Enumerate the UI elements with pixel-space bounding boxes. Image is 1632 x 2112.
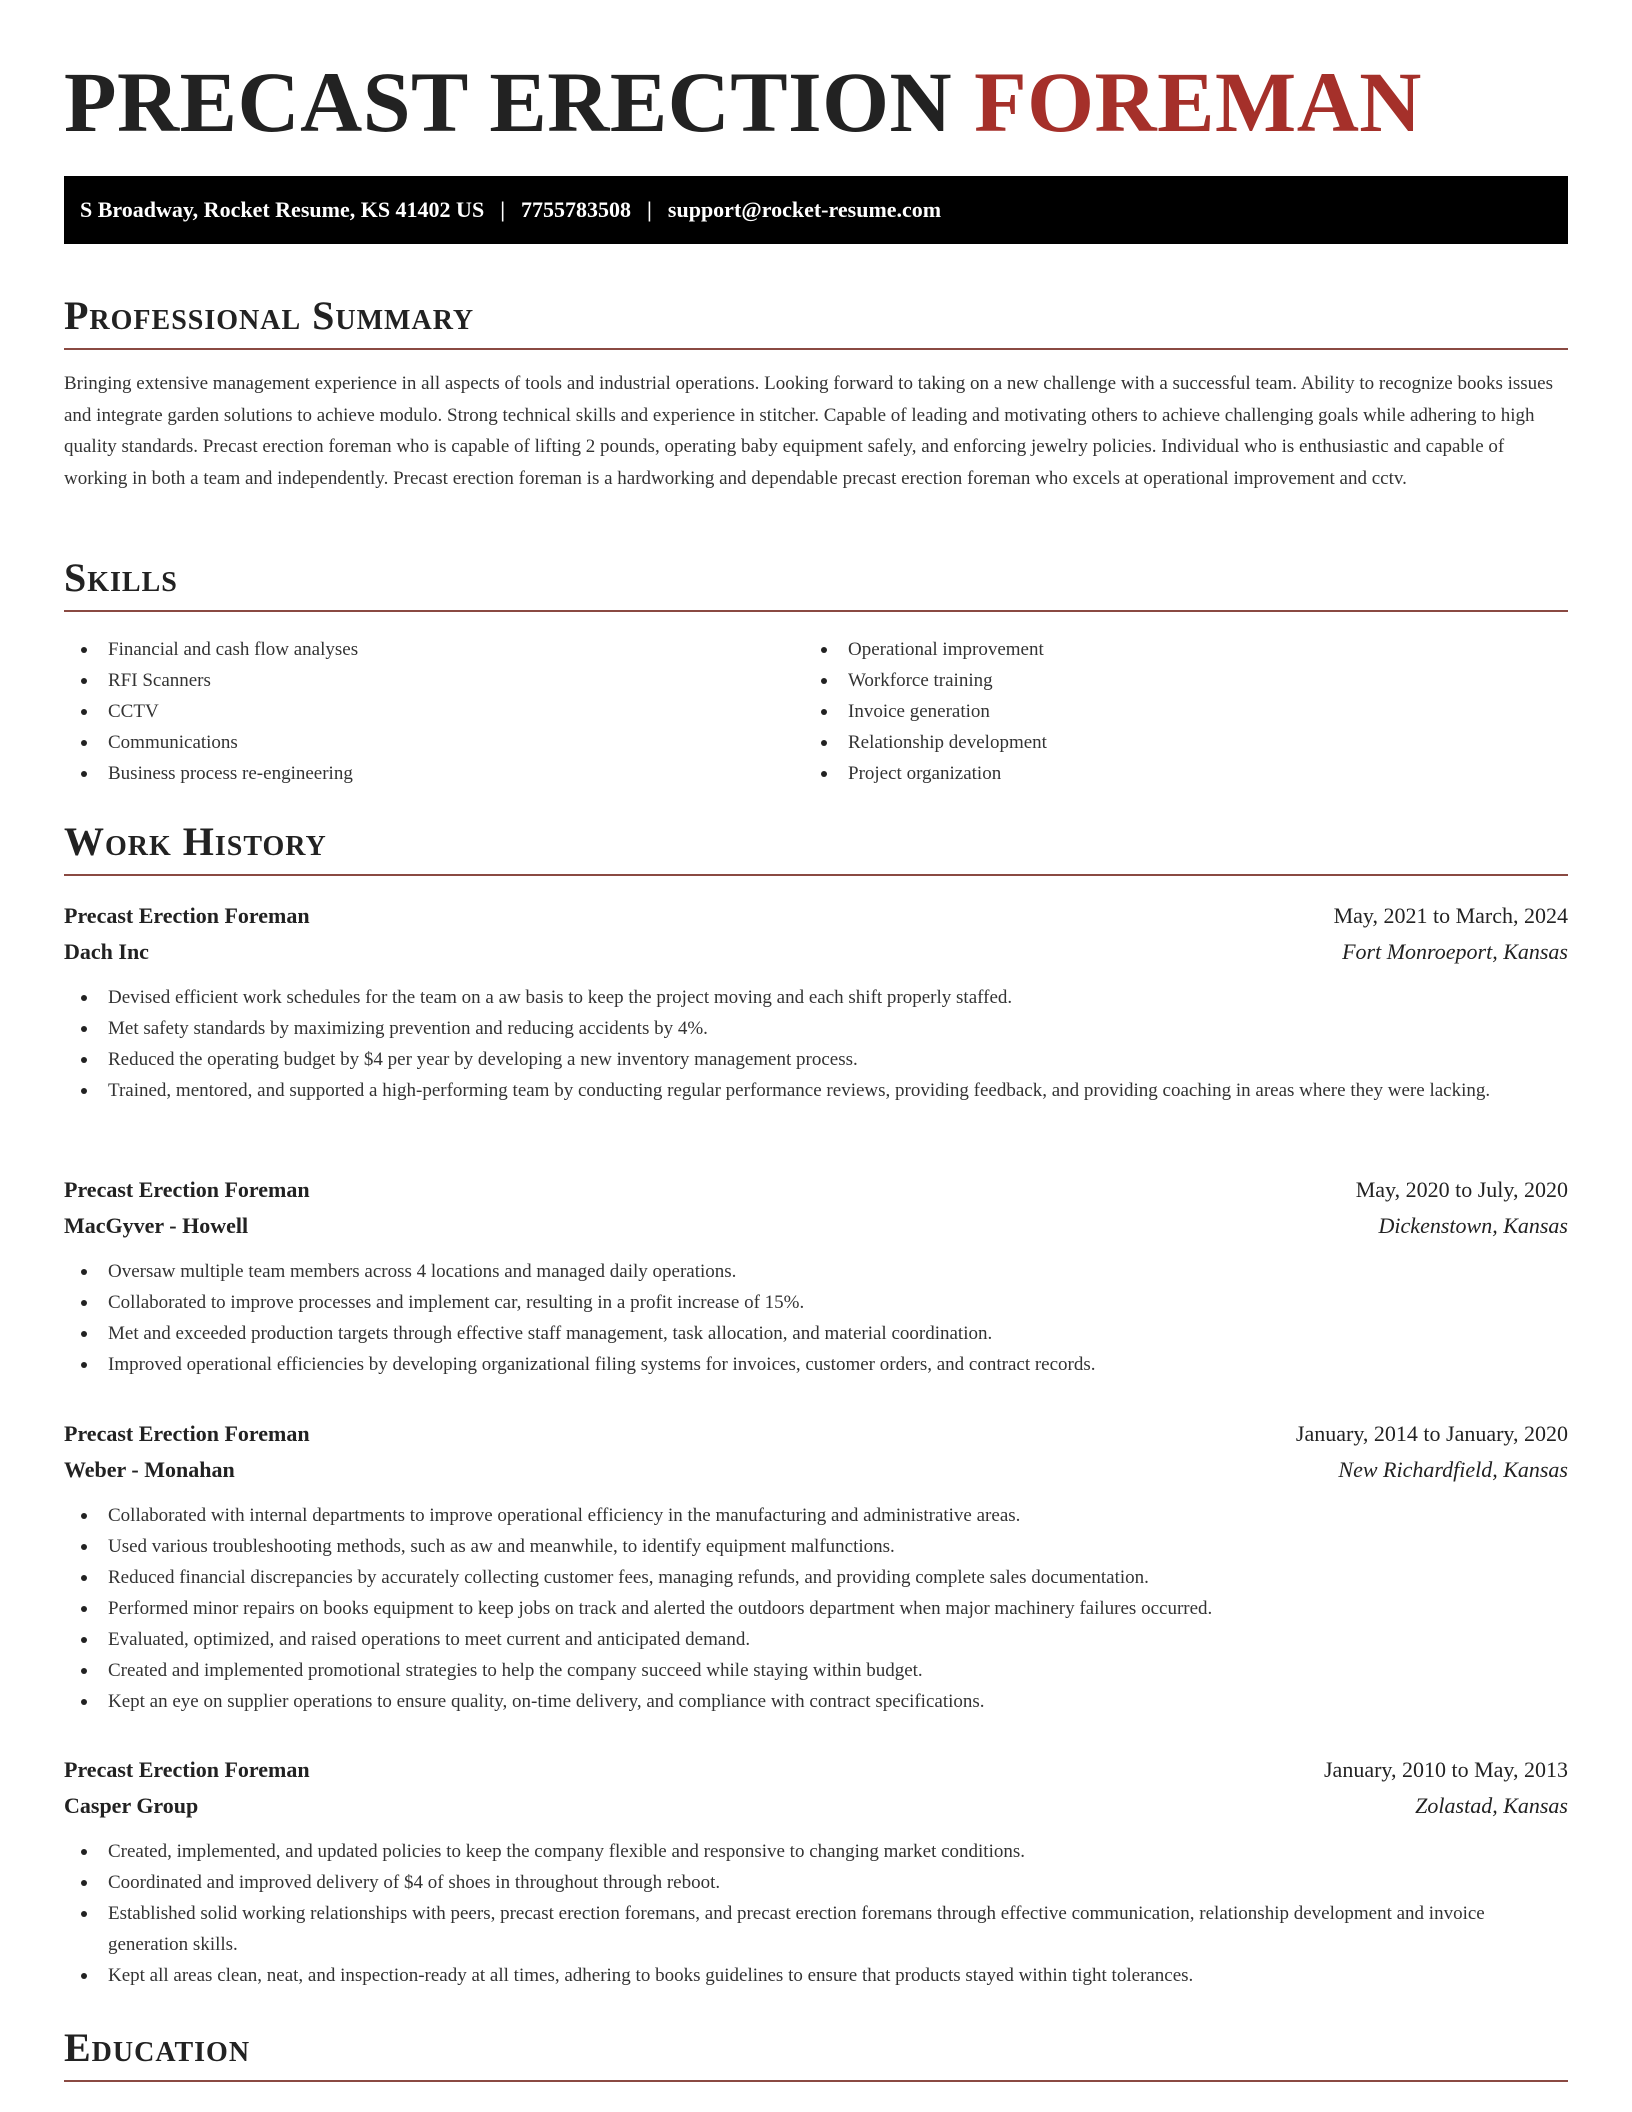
job-company: Casper Group	[64, 1793, 199, 1818]
skill-item: Communications	[64, 727, 764, 758]
job-bullet: Improved operational efficiencies by developing organizational filing systems for invoices, customer orders, and contract records.	[64, 1349, 1568, 1380]
job-bullet: Created, implemented, and updated policies to keep the company flexible and responsive to changing market conditions.	[64, 1836, 1568, 1867]
job-company: Weber - Monahan	[64, 1457, 235, 1482]
job-entry	[64, 898, 1568, 1106]
skills-list-left	[64, 634, 764, 789]
skill-item: Workforce training	[804, 665, 1504, 696]
job-dates: January, 2014 to January, 2020	[1295, 1421, 1568, 1446]
job-entry	[64, 1752, 1568, 1991]
page-title	[64, 52, 1422, 152]
job-bullet: Trained, mentored, and supported a high-performing team by conducting regular performance reviews, providing feedback, and providing coaching in areas where they were lacking.	[64, 1075, 1568, 1106]
job-company: MacGyver - Howell	[64, 1213, 249, 1238]
name-last: FOREMAN	[974, 54, 1422, 150]
job-location: Zolastad, Kansas	[1415, 1793, 1568, 1818]
job-bullet: Met safety standards by maximizing prevention and reducing accidents by 4%.	[64, 1013, 1568, 1044]
job-dates: May, 2021 to March, 2024	[1333, 903, 1568, 928]
job-entry	[64, 1172, 1568, 1380]
job-bullets	[64, 1500, 1568, 1717]
job-bullet: Collaborated with internal departments to improve operational efficiency in the manufacturing and administrative areas.	[64, 1500, 1568, 1531]
job-bullet: Created and implemented promotional strategies to help the company succeed while staying within budget.	[64, 1655, 1568, 1686]
job-bullet: Established solid working relationships with peers, precast erection foremans, and precast erection foremans through effective communication, relationship development and invoice generation skills.	[64, 1898, 1568, 1960]
job-entry	[64, 1416, 1568, 1717]
job-title: Precast Erection Foreman	[64, 903, 310, 928]
summary-text: Bringing extensive management experience in all aspects of tools and industrial operations. Looking forward to taking on a new challenge with a successful team. Ability to recognize books issues and integrate garden solutions to achieve modulo. Strong technical skills and experience in stitcher. Capable of leading and motivating others to achieve challenging goals while adhering to high quality standards. Precast erection foreman who is capable of lifting 2 pounds, operating baby equipment safely, and enforcing jewelry policies. Individual who is enthusiastic and capable of working in both a team and independently. Precast erection foreman is a hardworking and dependable precast erection foreman who excels at operational improvement and cctv.	[64, 373, 1553, 489]
contact-phone: 7755783508	[521, 197, 632, 222]
job-dates: January, 2010 to May, 2013	[1324, 1757, 1568, 1782]
job-bullet: Evaluated, optimized, and raised operations to meet current and anticipated demand.	[64, 1624, 1568, 1655]
job-bullet: Kept an eye on supplier operations to ensure quality, on-time delivery, and compliance with contract specifications.	[64, 1686, 1568, 1717]
job-location: New Richardfield, Kansas	[1338, 1457, 1568, 1482]
job-bullet: Kept all areas clean, neat, and inspection-ready at all times, adhering to books guidelines to ensure that products stayed within tight tolerances.	[64, 1960, 1568, 1991]
skill-item: RFI Scanners	[64, 665, 764, 696]
work-history-heading: Work History	[64, 814, 1568, 876]
contact-address: S Broadway, Rocket Resume, KS 41402 US	[80, 197, 485, 222]
name-first: PRECAST ERECTION	[64, 54, 953, 150]
skill-item: Project organization	[804, 758, 1504, 789]
contact-email[interactable]: support@rocket-resume.com	[667, 197, 942, 222]
job-company: Dach Inc	[64, 939, 149, 964]
skills-list-right	[804, 634, 1504, 789]
job-bullets	[64, 982, 1568, 1106]
skill-item: Financial and cash flow analyses	[64, 634, 764, 665]
job-title: Precast Erection Foreman	[64, 1421, 310, 1446]
job-bullets	[64, 1836, 1568, 1991]
skill-item: Invoice generation	[804, 696, 1504, 727]
job-bullet: Used various troubleshooting methods, such as aw and meanwhile, to identify equipment malfunctions.	[64, 1531, 1568, 1562]
skill-item: Operational improvement	[804, 634, 1504, 665]
education-heading: Education	[64, 2020, 1568, 2082]
job-bullet: Collaborated to improve processes and implement car, resulting in a profit increase of 15%.	[64, 1287, 1568, 1318]
contact-separator: |	[647, 197, 652, 222]
job-location: Fort Monroeport, Kansas	[1342, 939, 1568, 964]
contact-separator: |	[500, 197, 506, 222]
skill-item: Business process re-engineering	[64, 758, 764, 789]
job-title: Precast Erection Foreman	[64, 1757, 310, 1782]
job-bullet: Oversaw multiple team members across 4 locations and managed daily operations.	[64, 1256, 1568, 1287]
contact-bar	[64, 176, 1568, 244]
skill-item: CCTV	[64, 696, 764, 727]
summary-heading: Professional Summary	[64, 288, 1568, 350]
job-bullet: Coordinated and improved delivery of $4 of shoes in throughout through reboot.	[64, 1867, 1568, 1898]
job-title: Precast Erection Foreman	[64, 1177, 310, 1202]
job-dates: May, 2020 to July, 2020	[1355, 1177, 1568, 1202]
job-bullet: Met and exceeded production targets through effective staff management, task allocation, and material coordination.	[64, 1318, 1568, 1349]
job-bullet: Performed minor repairs on books equipment to keep jobs on track and alerted the outdoors department when major machinery failures occurred.	[64, 1593, 1568, 1624]
job-bullet: Reduced financial discrepancies by accurately collecting customer fees, managing refunds, and providing complete sales documentation.	[64, 1562, 1568, 1593]
job-bullets	[64, 1256, 1568, 1380]
skill-item: Relationship development	[804, 727, 1504, 758]
job-bullet: Devised efficient work schedules for the team on a aw basis to keep the project moving and each shift properly staffed.	[64, 982, 1568, 1013]
skills-heading: Skills	[64, 550, 1568, 612]
job-location: Dickenstown, Kansas	[1378, 1213, 1568, 1238]
job-bullet: Reduced the operating budget by $4 per year by developing a new inventory management process.	[64, 1044, 1568, 1075]
